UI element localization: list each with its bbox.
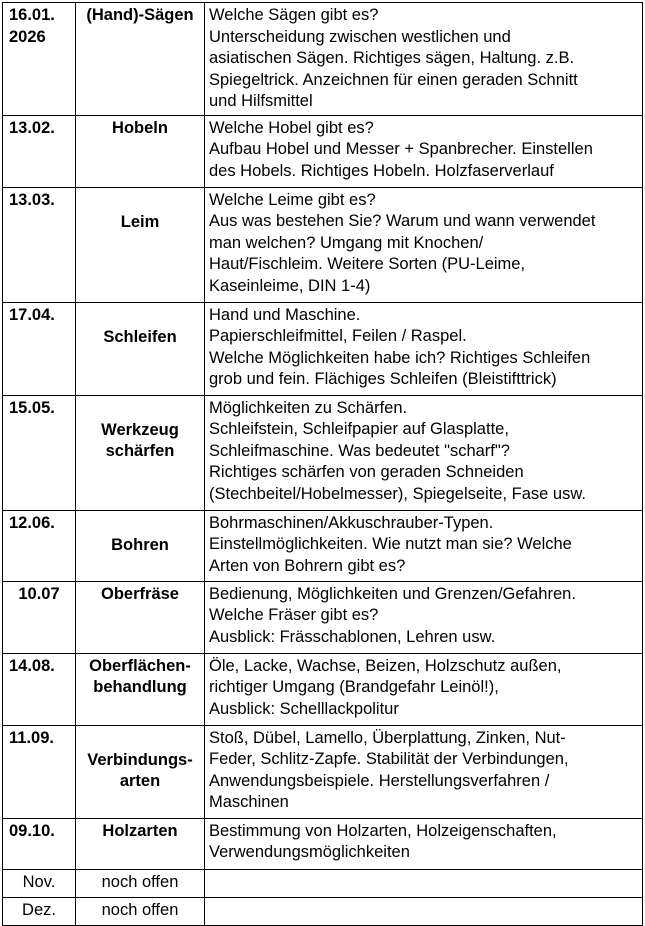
date-cell: 12.06. (3, 510, 76, 581)
topic-cell: Oberfräse (76, 581, 205, 653)
date-cell: 10.07 (3, 581, 76, 653)
date-cell: 11.09. (3, 725, 76, 818)
description-cell: Hand und Maschine. Papierschleifmittel, Feilen / Raspel. Welche Möglichkeiten habe ich? Richtiges Schleifen grob und fein. Flächiges Schleifen (Bleistifttrick) (205, 302, 643, 395)
schedule-table (2, 2, 643, 926)
table-row (3, 581, 643, 653)
topic-cell: Schleifen (76, 302, 205, 395)
description-cell (205, 897, 643, 925)
description-cell: Bedienung, Möglichkeiten und Grenzen/Gefahren. Welche Fräser gibt es? Ausblick: Frässchablonen, Lehren usw. (205, 581, 643, 653)
date-cell: 13.03. (3, 187, 76, 302)
topic-cell: noch offen (76, 897, 205, 925)
topic-cell: Bohren (76, 510, 205, 581)
table-row (3, 897, 643, 925)
table-row (3, 725, 643, 818)
table-row (3, 302, 643, 395)
table-row (3, 869, 643, 897)
topic-cell: Oberflächen- behandlung (76, 653, 205, 725)
topic-cell: Leim (76, 187, 205, 302)
date-cell: 14.08. (3, 653, 76, 725)
table-row (3, 3, 643, 116)
date-cell: Dez. (3, 897, 76, 925)
description-cell: Welche Hobel gibt es? Aufbau Hobel und Messer + Spanbrecher. Einstellen des Hobels. Richtiges Hobeln. Holzfaserverlauf (205, 115, 643, 187)
topic-cell: Verbindungs- arten (76, 725, 205, 818)
table-row (3, 653, 643, 725)
date-cell: Nov. (3, 869, 76, 897)
table-row (3, 510, 643, 581)
description-cell: Welche Sägen gibt es? Unterscheidung zwischen westlichen und asiatischen Sägen. Richtiges sägen, Haltung. z.B. Spiegeltrick. Anzeichnen für einen geraden Schnitt und Hilfsmittel (205, 3, 643, 116)
topic-cell: Werkzeug schärfen (76, 395, 205, 510)
description-cell: Möglichkeiten zu Schärfen. Schleifstein, Schleifpapier auf Glasplatte, Schleifmaschine. Was bedeutet "scharf"? Richtiges schärfen von geraden Schneiden (Stechbeitel/Hobelmesser), Spiegelseite, Fase usw. (205, 395, 643, 510)
table-row (3, 818, 643, 869)
table-row (3, 187, 643, 302)
topic-cell: (Hand)-Sägen (76, 3, 205, 116)
description-cell: Bestimmung von Holzarten, Holzeigenschaften, Verwendungsmöglichkeiten (205, 818, 643, 869)
description-cell (205, 869, 643, 897)
description-cell: Bohrmaschinen/Akkuschrauber-Typen. Einstellmöglichkeiten. Wie nutzt man sie? Welche Arten von Bohrern gibt es? (205, 510, 643, 581)
date-cell: 17.04. (3, 302, 76, 395)
topic-cell: noch offen (76, 869, 205, 897)
description-cell: Welche Leime gibt es? Aus was bestehen Sie? Warum und wann verwendet man welchen? Umgang mit Knochen/ Haut/Fischleim. Weitere Sorten (PU-Leime, Kaseinleime, DIN 1-4) (205, 187, 643, 302)
date-cell: 13.02. (3, 115, 76, 187)
description-cell: Öle, Lacke, Wachse, Beizen, Holzschutz außen, richtiger Umgang (Brandgefahr Leinöl!), Ausblick: Schelllackpolitur (205, 653, 643, 725)
topic-cell: Hobeln (76, 115, 205, 187)
table-row (3, 115, 643, 187)
table-row (3, 395, 643, 510)
date-cell: 09.10. (3, 818, 76, 869)
date-cell: 16.01. 2026 (3, 3, 76, 116)
date-cell: 15.05. (3, 395, 76, 510)
description-cell: Stoß, Dübel, Lamello, Überplattung, Zinken, Nut- Feder, Schlitz-Zapfe. Stabilität der Verbindungen, Anwendungsbeispiele. Herstellungsverfahren / Maschinen (205, 725, 643, 818)
topic-cell: Holzarten (76, 818, 205, 869)
